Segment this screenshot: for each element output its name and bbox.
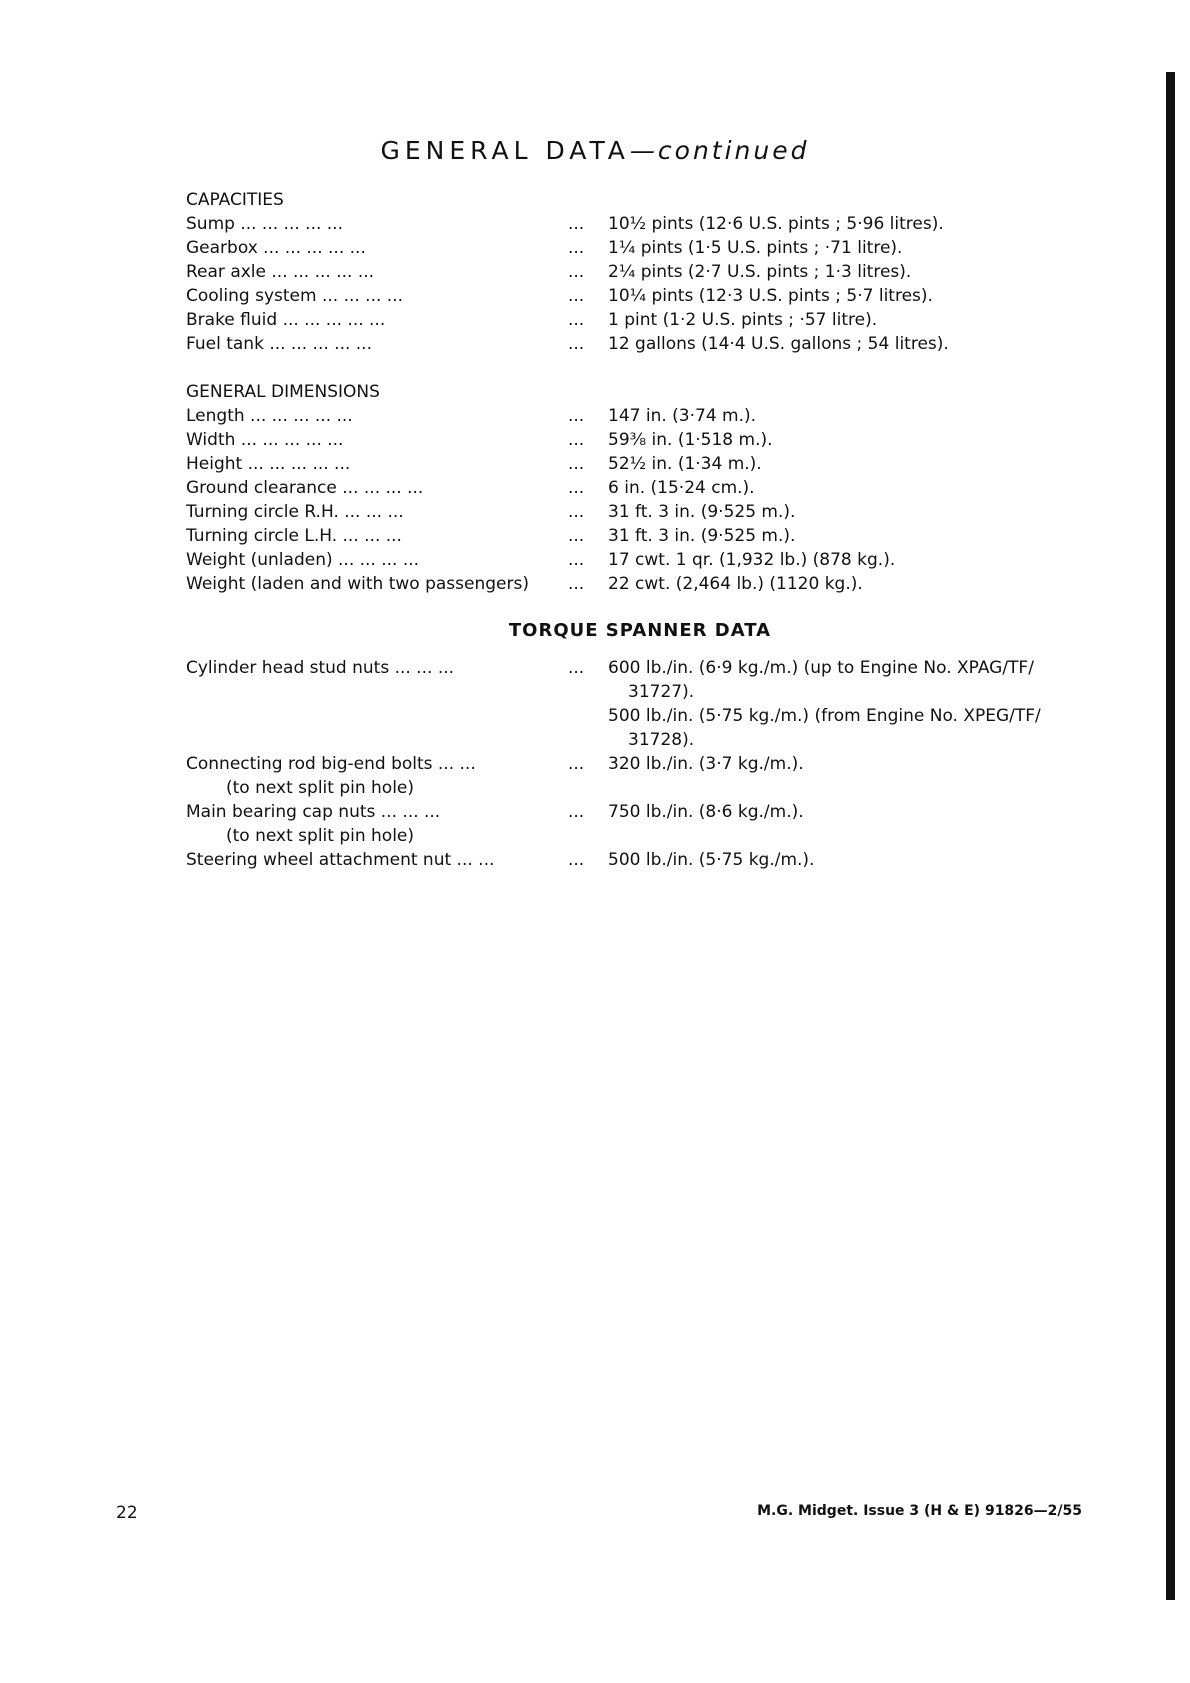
row-leader: ... xyxy=(568,550,585,570)
row-value: 1 pint (1·2 U.S. pints ; ·57 litre). xyxy=(608,310,878,330)
row-value: 22 cwt. (2,464 lb.) (1120 kg.). xyxy=(608,574,863,594)
dimension-row-length xyxy=(186,404,1086,428)
row-value: 12 gallons (14·4 U.S. gallons ; 54 litres). xyxy=(608,334,949,354)
row-leader: ... xyxy=(568,454,585,474)
row-label: Weight (unladen) ... ... ... ... xyxy=(186,550,420,570)
row-value: 59⅜ in. (1·518 m.). xyxy=(608,430,773,450)
row-leader: ... xyxy=(568,478,585,498)
row-leader: ... xyxy=(568,658,585,678)
value-line: 31728). xyxy=(628,730,695,750)
capacity-row-rear-axle xyxy=(186,260,1086,284)
row-leader: ... xyxy=(568,850,585,870)
dimensions-section xyxy=(186,380,1086,596)
page-title xyxy=(0,136,1190,165)
dimension-row-weight-laden xyxy=(186,572,1086,596)
dimension-row-width xyxy=(186,428,1086,452)
label-note: (to next split pin hole) xyxy=(226,778,415,798)
title-suffix: —continued xyxy=(629,136,810,165)
row-value: 2¼ pints (2·7 U.S. pints ; 1·3 litres). xyxy=(608,262,912,282)
torque-heading: TORQUE SPANNER DATA xyxy=(508,620,772,641)
label-line: Connecting rod big-end bolts ... ... xyxy=(186,754,476,774)
capacity-row-cooling-system xyxy=(186,284,1086,308)
row-leader: ... xyxy=(568,574,585,594)
row-value: 10½ pints (12·6 U.S. pints ; 5·96 litres). xyxy=(608,214,944,234)
row-value: 320 lb./in. (3·7 kg./m.). xyxy=(608,754,804,774)
row-label: Cylinder head stud nuts ... ... ... xyxy=(186,658,455,678)
row-leader: ... xyxy=(568,754,585,774)
capacity-row-gearbox xyxy=(186,236,1086,260)
row-label: Rear axle ... ... ... ... ... xyxy=(186,262,375,282)
row-leader: ... xyxy=(568,262,585,282)
row-leader: ... xyxy=(568,430,585,450)
row-value: 31 ft. 3 in. (9·525 m.). xyxy=(608,526,796,546)
row-leader: ... xyxy=(568,802,585,822)
page-edge-bar xyxy=(1166,72,1175,1600)
row-label: Turning circle L.H. ... ... ... xyxy=(186,526,402,546)
row-leader: ... xyxy=(568,526,585,546)
row-leader: ... xyxy=(568,406,585,426)
row-label: Sump ... ... ... ... ... xyxy=(186,214,343,234)
page-number: 22 xyxy=(116,1503,138,1523)
capacities-heading: CAPACITIES xyxy=(186,190,284,210)
row-value: 1¼ pints (1·5 U.S. pints ; ·71 litre). xyxy=(608,238,903,258)
label-line: Main bearing cap nuts ... ... ... xyxy=(186,802,441,822)
row-value: 17 cwt. 1 qr. (1,932 lb.) (878 kg.). xyxy=(608,550,896,570)
row-label: Width ... ... ... ... ... xyxy=(186,430,344,450)
row-value: 147 in. (3·74 m.). xyxy=(608,406,757,426)
row-leader: ... xyxy=(568,334,585,354)
issue-line: M.G. Midget. Issue 3 (H & E) 91826—2/55 xyxy=(757,1503,1082,1519)
capacity-row-sump xyxy=(186,212,1086,236)
value-line: 500 lb./in. (5·75 kg./m.) (from Engine No. XPEG/TF/ xyxy=(608,706,1041,726)
row-label: Cooling system ... ... ... ... xyxy=(186,286,404,306)
row-leader: ... xyxy=(568,502,585,522)
row-leader: ... xyxy=(568,310,585,330)
row-label: Height ... ... ... ... ... xyxy=(186,454,351,474)
value-line: 600 lb./in. (6·9 kg./m.) (up to Engine No. XPAG/TF/ xyxy=(608,658,1034,678)
dimension-row-weight-unladen xyxy=(186,548,1086,572)
dimension-row-height xyxy=(186,452,1086,476)
row-label: Gearbox ... ... ... ... ... xyxy=(186,238,366,258)
row-value: 750 lb./in. (8·6 kg./m.). xyxy=(608,802,804,822)
row-label: Steering wheel attachment nut ... ... xyxy=(186,850,495,870)
row-leader: ... xyxy=(568,238,585,258)
dimensions-heading: GENERAL DIMENSIONS xyxy=(186,382,380,402)
torque-row-steering-wheel xyxy=(186,848,1086,872)
row-value: 10¼ pints (12·3 U.S. pints ; 5·7 litres). xyxy=(608,286,933,306)
row-label: Weight (laden and with two passengers) xyxy=(186,574,529,594)
row-label: Ground clearance ... ... ... ... xyxy=(186,478,424,498)
torque-row-cylinder-head xyxy=(186,656,1086,752)
row-leader: ... xyxy=(568,286,585,306)
row-label xyxy=(186,800,568,848)
label-note: (to next split pin hole) xyxy=(226,826,415,846)
title-main: GENERAL DATA xyxy=(380,136,630,165)
row-value: 6 in. (15·24 cm.). xyxy=(608,478,755,498)
row-label: Length ... ... ... ... ... xyxy=(186,406,353,426)
row-value: 31 ft. 3 in. (9·525 m.). xyxy=(608,502,796,522)
dimension-row-turning-circle-lh xyxy=(186,524,1086,548)
row-label: Turning circle R.H. ... ... ... xyxy=(186,502,404,522)
row-label xyxy=(186,752,568,800)
torque-row-main-bearing xyxy=(186,800,1086,848)
row-value xyxy=(608,656,1086,752)
row-value: 52½ in. (1·34 m.). xyxy=(608,454,762,474)
capacity-row-fuel-tank xyxy=(186,332,1086,356)
dimension-row-ground-clearance xyxy=(186,476,1086,500)
row-label: Brake fluid ... ... ... ... ... xyxy=(186,310,386,330)
value-line: 31727). xyxy=(628,682,695,702)
dimension-row-turning-circle-rh xyxy=(186,500,1086,524)
torque-section xyxy=(186,656,1086,872)
row-label: Fuel tank ... ... ... ... ... xyxy=(186,334,372,354)
row-leader: ... xyxy=(568,214,585,234)
torque-row-connecting-rod xyxy=(186,752,1086,800)
row-value: 500 lb./in. (5·75 kg./m.). xyxy=(608,850,815,870)
capacity-row-brake-fluid xyxy=(186,308,1086,332)
capacities-section xyxy=(186,188,1086,356)
